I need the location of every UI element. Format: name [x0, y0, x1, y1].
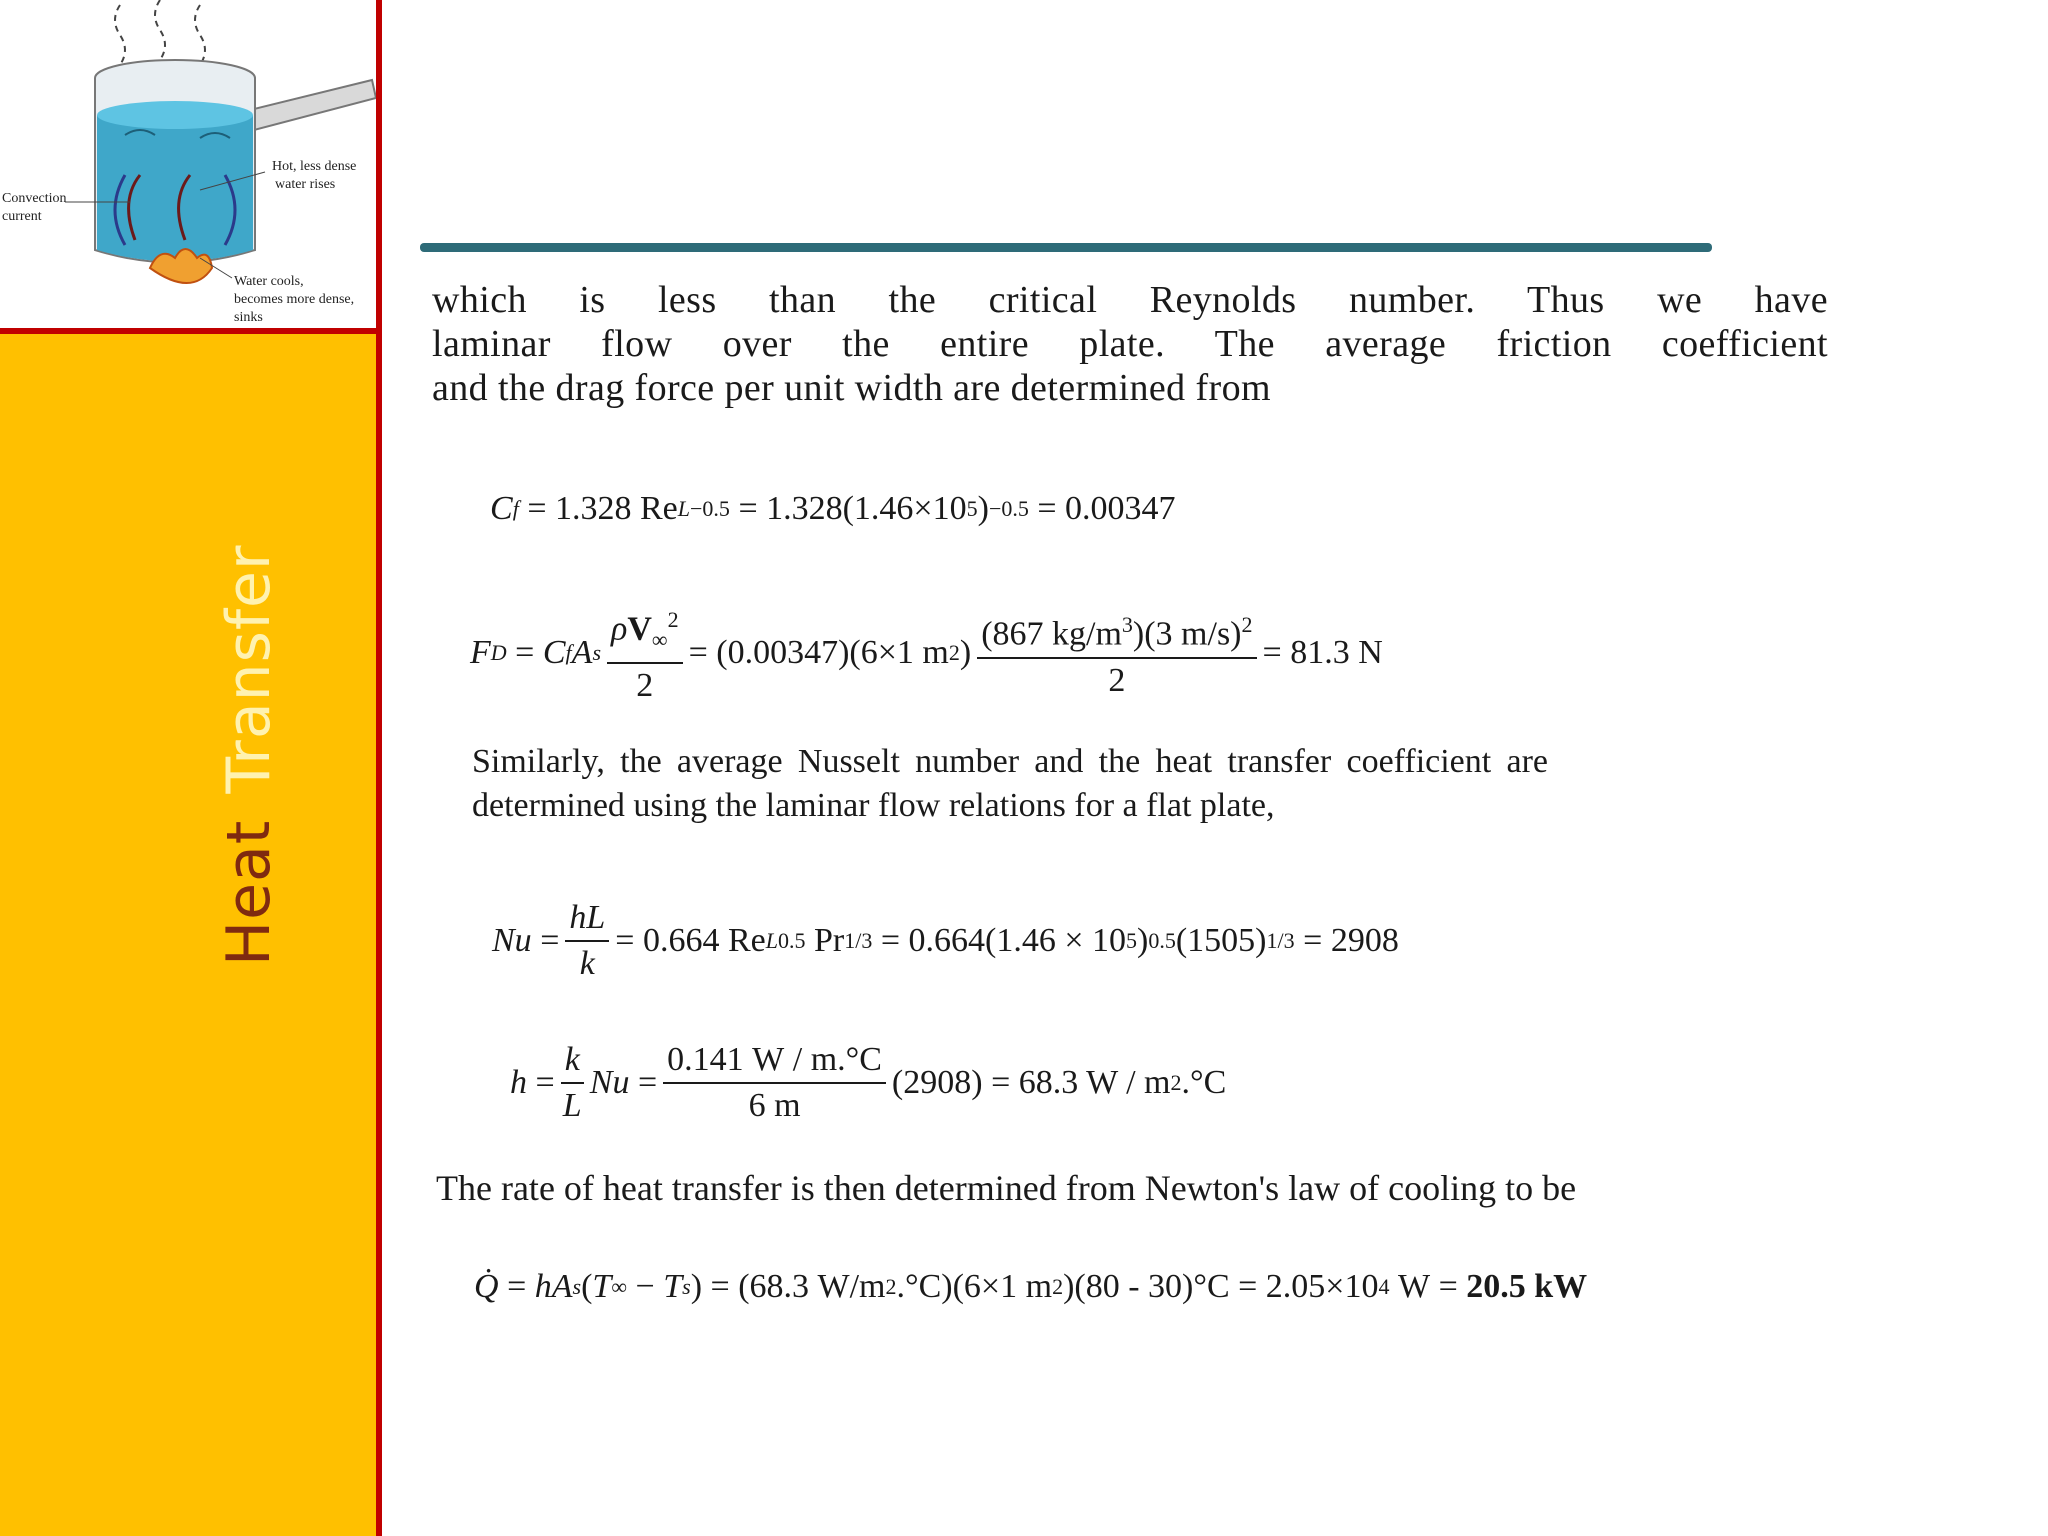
rate-paragraph: The rate of heat transfer is then determined from Newton's law of cooling to be — [436, 1168, 1577, 1208]
intro-line-2: laminar flow over the entire plate. The average friction coefficient — [432, 323, 1828, 365]
title-word-heat: Heat — [214, 819, 284, 966]
title-word-transfer: Transfer — [214, 544, 284, 794]
equation-nu: Nu = $\frac{hL}{k}$ = 0.664 Re L 0.5 Pr 1/3 = 0.664(1.46 × 10 5 ) 0.5 (1505) 1/3 = 2908 — [492, 899, 1399, 982]
label-convection: Convection — [2, 191, 67, 206]
svg-text:sinks: sinks — [234, 310, 263, 325]
h-result: 68.3 W / m — [1018, 1064, 1171, 1101]
svg-text:current: current — [2, 209, 42, 224]
q-result: 20.5 kW — [1466, 1268, 1588, 1305]
equation-cf: C f = 1.328 Re L −0.5 = 1.328(1.46×10 5 ) −0.5 = 0.00347 — [490, 490, 1176, 527]
intro-paragraph — [432, 278, 1828, 410]
label-cool: Water cools, — [234, 274, 304, 289]
sidebar-title — [214, 544, 284, 966]
boiling-pot-image — [0, 0, 376, 328]
similarly-paragraph: Similarly, the average Nusselt number and the heat transfer coefficient are determined using the laminar flow relations for a flat plate, — [472, 743, 1548, 824]
equation-fd: F D = C f A s $\frac{\rho V_\infty^2}{2}$ = (0.00347)(6×1 m 2 ) $\frac{(867 kg/m^3)(3 m/s)^2}{2}$ = 81.3 N — [470, 600, 1383, 706]
equation-q: Q̇ = hA s ( T ∞ − T s ) = (68.3 W/m 2 .°C)(6×1 m 2 )(80 - 30)°C = 2.05×10 4 W = 20.5 kW — [474, 1268, 1588, 1305]
intro-line-1: which is less than the critical Reynolds number. Thus we have — [432, 279, 1828, 321]
svg-text:becomes more dense,: becomes more dense, — [234, 292, 355, 307]
convection-illustration — [0, 0, 382, 334]
nu-result: 2908 — [1330, 922, 1399, 959]
equation-h: h = $\frac{k}{L}$ Nu = $\frac{0.141 W / m.^\circ C}{6 m}$ (2908) = 68.3 W / m 2 .°C — [510, 1041, 1227, 1124]
intro-line-3: and the drag force per unit width are determined from — [432, 367, 1271, 409]
svg-text:water rises: water rises — [275, 177, 336, 192]
header-rule — [420, 243, 1712, 252]
sidebar-panel — [0, 334, 382, 1536]
label-hot: Hot, less dense — [272, 159, 357, 174]
fd-result: 81.3 N — [1290, 634, 1383, 672]
cf-result: 0.00347 — [1065, 490, 1176, 527]
